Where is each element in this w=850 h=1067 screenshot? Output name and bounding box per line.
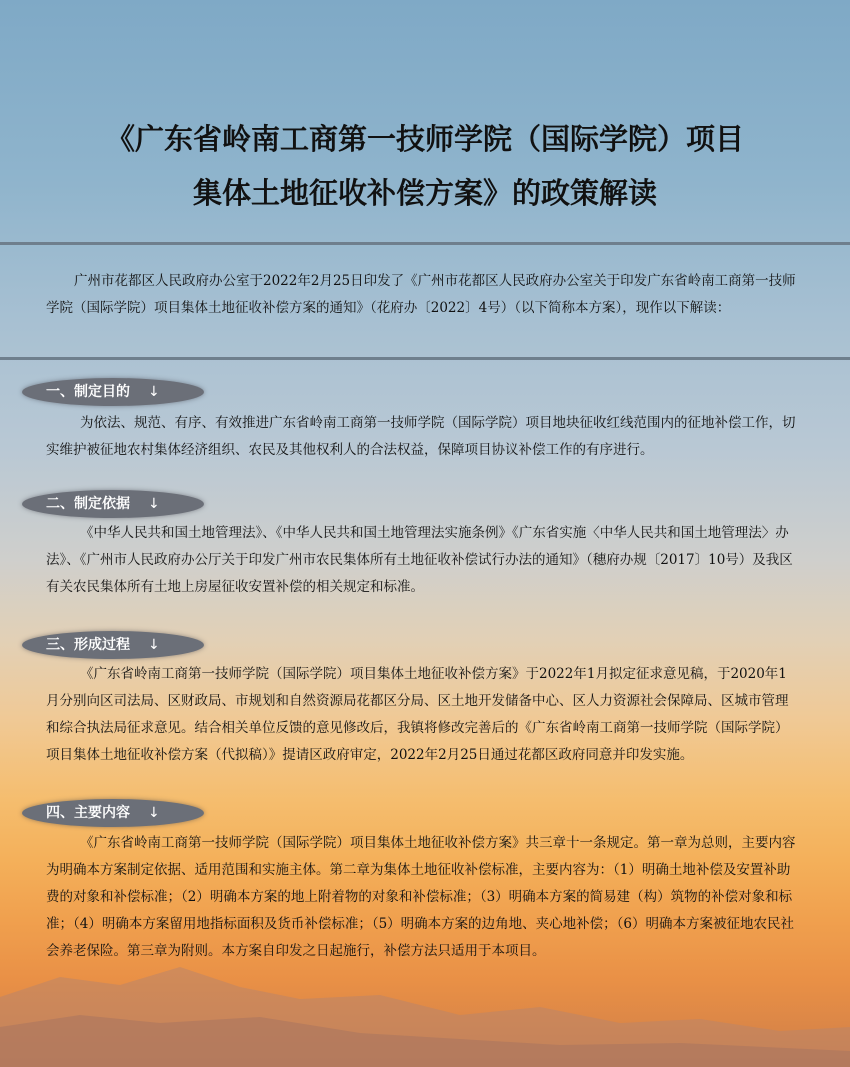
down-arrow-icon: ↓ bbox=[148, 637, 160, 653]
divider-top bbox=[0, 242, 850, 245]
page-title bbox=[0, 112, 850, 220]
section-body-content: 《广东省岭南工商第一技师学院（国际学院）项目集体土地征收补偿方案》共三章十一条规定。第一章为总则，主要内容为明确本方案制定依据、适用范围和实施主体。第二章为集体土地征收补偿标准，主要内容为：（1）明确土地补偿及安置补助费的对象和补偿标准；（2）明确本方案的地上附着物的对象和补偿标准；（3）明确本方案的简易建（构）筑物的补偿对象和标准；（4）明确本方案留用地指标面积及货币补偿标准；（5）明确本方案的边角地、夹心地补偿；（6）明确本方案被征地农民社会养老保险。第三章为附则。本方案自印发之日起施行，补偿方法只适用于本项目。 bbox=[46, 835, 796, 959]
down-arrow-icon: ↓ bbox=[148, 805, 160, 821]
section-body-process: 《广东省岭南工商第一技师学院（国际学院）项目集体土地征收补偿方案》于2022年1月拟定征求意见稿，于2020年1月分别向区司法局、区财政局、市规划和自然资源局花都区分局、区土地开发储备中心、区人力资源社会保障局、区城市管理和综合执法局征求意见。结合相关单位反馈的意见修改后，我镇将修改完善后的《广东省岭南工商第一技师学院（国际学院）项目集体土地征收补偿方案（代拟稿）》提请区政府审定，2022年2月25日通过花都区政府同意并印发实施。 bbox=[46, 666, 789, 763]
down-arrow-icon: ↓ bbox=[148, 384, 160, 400]
section-heading-label: 四、主要内容 bbox=[46, 805, 130, 821]
section-heading-basis bbox=[22, 490, 204, 518]
section-heading-label: 三、形成过程 bbox=[46, 637, 130, 653]
down-arrow-icon: ↓ bbox=[148, 496, 160, 512]
title-line-1: 《广东省岭南工商第一技师学院（国际学院）项目 bbox=[105, 122, 744, 156]
section-heading-label: 二、制定依据 bbox=[46, 496, 130, 512]
section-heading-purpose bbox=[22, 378, 204, 406]
section-heading-process bbox=[22, 631, 204, 659]
section-heading-content bbox=[22, 799, 204, 827]
divider-bottom bbox=[0, 357, 850, 360]
section-heading-label: 一、制定目的 bbox=[46, 384, 130, 400]
intro-paragraph: 广州市花都区人民政府办公室于2022年2月25日印发了《广州市花都区人民政府办公室关于印发广东省岭南工商第一技师学院（国际学院）项目集体土地征收补偿方案的通知》（花府办〔2022〕4号）（以下简称本方案），现作以下解读： bbox=[46, 273, 796, 316]
title-line-2: 集体土地征收补偿方案》的政策解读 bbox=[192, 176, 657, 210]
section-body-basis: 《中华人民共和国土地管理法》、《中华人民共和国土地管理法实施条例》《广东省实施〈中华人民共和国土地管理法〉办法》、《广州市人民政府办公厅关于印发广州市农民集体所有土地征收补偿试行办法的通知》（穗府办规〔2017〕10号）及我区有关农民集体所有土地上房屋征收安置补偿的相关规定和标准。 bbox=[46, 525, 793, 595]
section-body-purpose: 为依法、规范、有序、有效推进广东省岭南工商第一技师学院（国际学院）项目地块征收红线范围内的征地补偿工作，切实维护被征地农村集体经济组织、农民及其他权利人的合法权益，保障项目协议补偿工作的有序进行。 bbox=[46, 415, 796, 458]
